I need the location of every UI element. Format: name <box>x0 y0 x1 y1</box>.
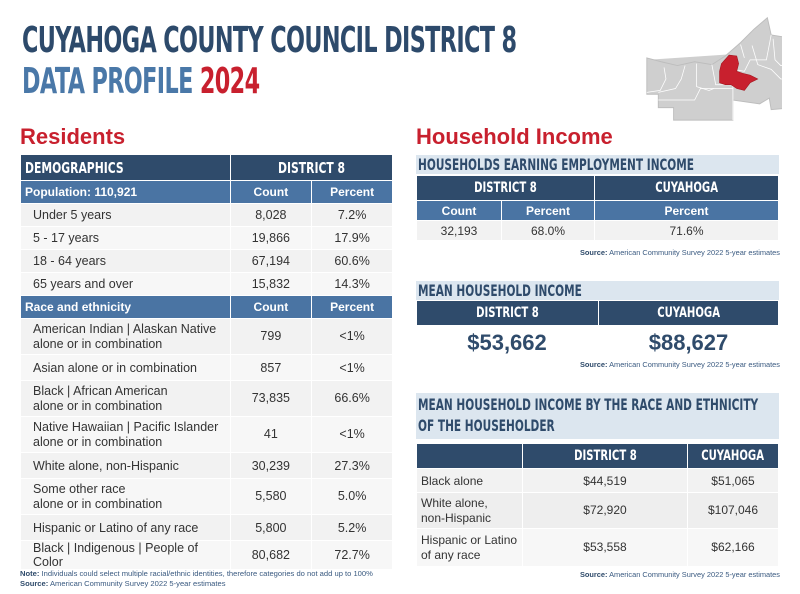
row-percent: 60.6% <box>312 250 393 273</box>
row-label: Under 5 years <box>21 204 231 227</box>
count-header: Count <box>230 181 312 204</box>
table-row <box>21 204 393 227</box>
row-percent: 5.0% <box>312 479 393 515</box>
population-label: Population: 110,921 <box>21 181 231 204</box>
row-percent: 66.6% <box>312 381 393 417</box>
district-8-header: DISTRICT 8 <box>417 176 595 201</box>
residents-section-title: Residents <box>20 124 126 149</box>
district-8-header: DISTRICT 8 <box>417 301 599 326</box>
household-income-section-title: Household Income <box>416 124 613 149</box>
row-label: White alone, non-Hispanic <box>21 453 231 479</box>
row-label: Black | Indigenous | People of Color <box>21 541 231 570</box>
table-row <box>21 319 393 355</box>
employment-income-table <box>416 175 779 241</box>
row-label: Black alone <box>417 469 523 493</box>
employment-income-title: HOUSEHOLDS EARNING EMPLOYMENT INCOME <box>416 155 779 174</box>
row-percent: <1% <box>312 355 393 381</box>
row-label: Hispanic or Latino of any race <box>417 529 523 567</box>
table-row <box>417 221 779 241</box>
row-district: $44,519 <box>523 469 688 493</box>
row-label: Some other race alone or in combination <box>21 479 231 515</box>
cuyahoga-header: CUYAHOGA <box>599 301 779 326</box>
district-count: 32,193 <box>417 221 502 241</box>
mean-income-title: MEAN HOUSEHOLD INCOME <box>416 281 779 300</box>
table-row <box>21 227 393 250</box>
table-row <box>21 541 393 570</box>
row-count: 8,028 <box>230 204 312 227</box>
table-row <box>417 493 779 529</box>
row-percent: 14.3% <box>312 273 393 296</box>
row-count: 15,832 <box>230 273 312 296</box>
row-label: Asian alone or in combination <box>21 355 231 381</box>
page-title-line2 <box>22 61 260 102</box>
row-percent: 5.2% <box>312 515 393 541</box>
row-percent: 72.7% <box>312 541 393 570</box>
blank-header <box>417 444 523 469</box>
percent-header: Percent <box>312 296 393 319</box>
page-title-line1: CUYAHOGA COUNTY COUNCIL DISTRICT 8 <box>22 20 517 61</box>
row-district: $72,920 <box>523 493 688 529</box>
row-county: $62,166 <box>688 529 779 567</box>
district-percent: 68.0% <box>502 221 595 241</box>
district-mean-income: $53,662 <box>467 330 547 355</box>
count-header: Count <box>230 296 312 319</box>
row-district: $53,558 <box>523 529 688 567</box>
county-mean-income: $88,627 <box>648 330 729 355</box>
row-county: $51,065 <box>688 469 779 493</box>
table-row <box>21 273 393 296</box>
cuyahoga-header: CUYAHOGA <box>688 444 779 469</box>
count-header: Count <box>417 201 502 221</box>
demographics-table <box>20 154 393 570</box>
income-by-race-source: Source: American Community Survey 2022 5-year estimates <box>579 570 780 579</box>
residents-footnote: Note: Individuals could select multiple racial/ethnic identities, therefore categories do not add up to 100% Source: American Community Survey 2022 5-year estimates <box>20 569 373 588</box>
row-count: 30,239 <box>230 453 312 479</box>
employment-source: Source: American Community Survey 2022 5-year estimates <box>579 248 780 257</box>
row-count: 73,835 <box>230 381 312 417</box>
row-label: 5 - 17 years <box>21 227 231 250</box>
district-8-header: DISTRICT 8 <box>230 155 393 181</box>
percent-header: Percent <box>502 201 595 221</box>
row-label: American Indian | Alaskan Native alone or in combination <box>21 319 231 355</box>
title-year: 2024 <box>199 61 260 102</box>
row-count: 19,866 <box>230 227 312 250</box>
table-row <box>417 529 779 567</box>
row-county: $107,046 <box>688 493 779 529</box>
title-prefix: DATA PROFILE <box>22 61 200 102</box>
cuyahoga-header: CUYAHOGA <box>595 176 779 201</box>
county-outline <box>647 18 782 120</box>
table-row <box>21 453 393 479</box>
row-label: Native Hawaiian | Pacific Islander alone or in combination <box>21 417 231 453</box>
county-percent-header: Percent <box>595 201 779 221</box>
table-row <box>21 417 393 453</box>
race-ethnicity-header: Race and ethnicity <box>21 296 231 319</box>
row-percent: 27.3% <box>312 453 393 479</box>
row-count: 80,682 <box>230 541 312 570</box>
row-count: 5,580 <box>230 479 312 515</box>
demographics-header: DEMOGRAPHICS <box>21 155 231 181</box>
mean-income-source: Source: American Community Survey 2022 5-year estimates <box>579 360 780 369</box>
table-row <box>21 479 393 515</box>
row-label: 18 - 64 years <box>21 250 231 273</box>
table-row <box>21 250 393 273</box>
county-percent: 71.6% <box>595 221 779 241</box>
row-label: Black | African American alone or in combination <box>21 381 231 417</box>
row-label: White alone, non-Hispanic <box>417 493 523 529</box>
table-row <box>417 469 779 493</box>
percent-header: Percent <box>312 181 393 204</box>
row-count: 857 <box>230 355 312 381</box>
income-by-race-title: MEAN HOUSEHOLD INCOME BY THE RACE AND ETHNICITY OF THE HOUSEHOLDER <box>416 393 779 439</box>
row-count: 41 <box>230 417 312 453</box>
row-percent: <1% <box>312 417 393 453</box>
income-by-race-table <box>416 443 779 567</box>
row-percent: <1% <box>312 319 393 355</box>
table-row <box>21 381 393 417</box>
district-map-icon <box>636 12 782 122</box>
row-count: 5,800 <box>230 515 312 541</box>
table-row <box>21 515 393 541</box>
row-percent: 7.2% <box>312 204 393 227</box>
row-label: Hispanic or Latino of any race <box>21 515 231 541</box>
district-8-header: DISTRICT 8 <box>523 444 688 469</box>
table-row <box>21 355 393 381</box>
row-percent: 17.9% <box>312 227 393 250</box>
mean-income-table <box>416 300 779 326</box>
row-count: 67,194 <box>230 250 312 273</box>
row-label: 65 years and over <box>21 273 231 296</box>
row-count: 799 <box>230 319 312 355</box>
